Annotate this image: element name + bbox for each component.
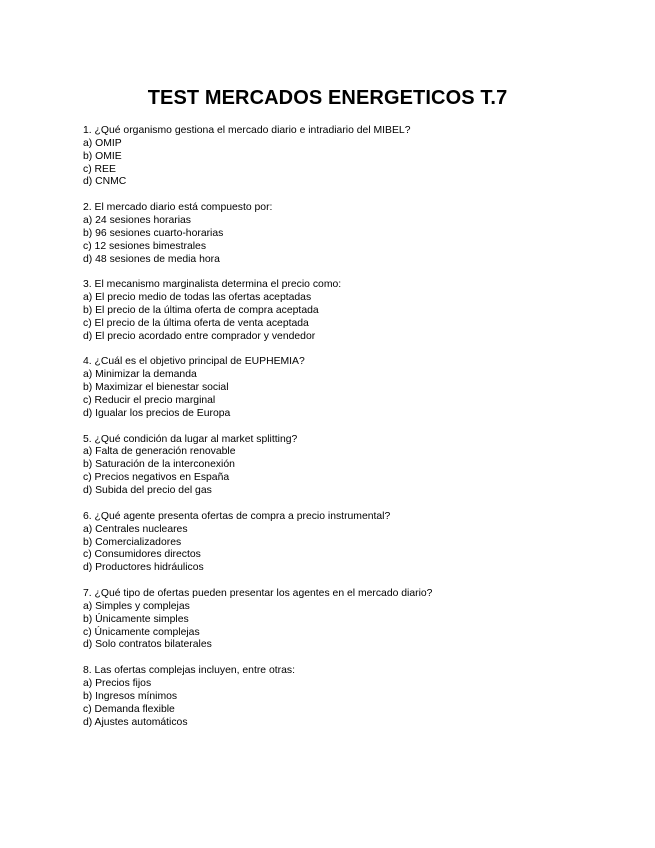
answer-option: d) El precio acordado entre comprador y vendedor [83,330,316,342]
answer-option: d) CNMC [83,176,127,188]
answer-option: d) Ajustes automáticos [83,716,188,728]
question-1 [83,125,623,189]
answer-option: c) Demanda flexible [83,703,175,715]
answer-option: a) OMIP [83,137,122,149]
answer-option: c) 12 sesiones bimestrales [83,240,207,252]
question-text: 5. ¿Qué condición da lugar al market splitting? [83,433,298,445]
question-5 [83,434,623,498]
answer-option: b) Únicamente simples [83,613,189,625]
answer-option: a) 24 sesiones horarias [83,215,192,227]
answer-option: b) Comercializadores [83,536,182,548]
answer-option: b) Maximizar el bienestar social [83,382,229,394]
answer-option: c) REE [83,163,116,175]
question-7 [83,588,623,652]
answer-option: a) Simples y complejas [83,600,190,612]
question-2 [83,202,623,266]
answer-option: c) Consumidores directos [83,549,201,561]
answer-option: c) Reducir el precio marginal [83,395,216,407]
answer-option: d) Solo contratos bilaterales [83,639,212,651]
answer-option: a) Minimizar la demanda [83,369,197,381]
answer-option: d) Productores hidráulicos [83,562,204,574]
question-text: 1. ¿Qué organismo gestiona el mercado diario e intradiario del MIBEL? [83,125,411,136]
question-text: 2. El mercado diario está compuesto por: [83,202,273,214]
answer-option: b) El precio de la última oferta de compra aceptada [83,305,319,317]
document-title: TEST MERCADOS ENERGETICOS T.7 [147,87,508,109]
answer-option: d) Igualar los precios de Europa [83,407,231,419]
question-3 [83,279,623,343]
answer-option: c) Precios negativos en España [83,472,230,484]
answer-option: c) El precio de la última oferta de venta aceptada [83,317,309,329]
answer-option: b) Ingresos mínimos [83,690,178,702]
answer-option: a) Falta de generación renovable [83,446,236,458]
answer-option: b) Saturación de la interconexión [83,459,235,471]
question-text: 6. ¿Qué agente presenta ofertas de compra a precio instrumental? [83,510,391,522]
question-text: 3. El mecanismo marginalista determina el precio como: [83,279,342,291]
answer-option: d) Subida del precio del gas [83,485,212,497]
answer-option: b) OMIE [83,150,122,162]
question-6 [83,511,623,575]
answer-option: d) 48 sesiones de media hora [83,253,220,265]
question-list [83,125,623,742]
question-text: 8. Las ofertas complejas incluyen, entre otras: [83,665,295,677]
answer-option: b) 96 sesiones cuarto-horarias [83,227,224,239]
question-8 [83,665,623,729]
answer-option: a) Precios fijos [83,677,152,689]
answer-option: a) Centrales nucleares [83,523,188,535]
answer-option: c) Únicamente complejas [83,626,200,638]
question-4 [83,356,623,420]
question-text: 4. ¿Cuál es el objetivo principal de EUPHEMIA? [83,356,305,368]
answer-option: a) El precio medio de todas las ofertas aceptadas [83,292,312,304]
question-text: 7. ¿Qué tipo de ofertas pueden presentar los agentes en el mercado diario? [83,587,433,599]
